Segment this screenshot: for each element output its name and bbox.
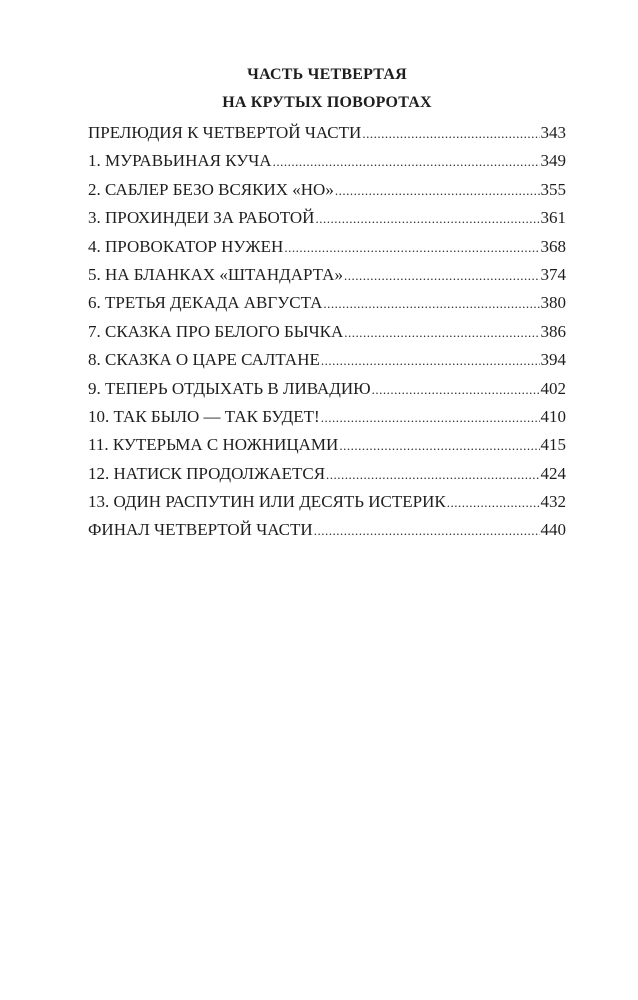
toc-entry-title: 11. КУТЕРЬМА С НОЖНИЦАМИ — [88, 435, 339, 455]
dot-leader — [314, 520, 540, 540]
toc-entry-page: 394 — [540, 350, 566, 370]
toc-entry-title: 9. ТЕПЕРЬ ОТДЫХАТЬ В ЛИВАДИЮ — [88, 378, 371, 398]
dot-leader — [321, 350, 540, 370]
toc-entry-title: ПРЕЛЮДИЯ К ЧЕТВЕРТОЙ ЧАСТИ — [88, 123, 362, 142]
toc-entry — [88, 407, 566, 435]
toc-entry — [88, 151, 566, 179]
toc-entry — [88, 435, 566, 463]
toc-entry — [88, 350, 566, 378]
dot-leader — [323, 293, 539, 313]
dot-leader — [372, 379, 540, 399]
toc-entry — [88, 180, 566, 208]
toc-entry-page: 440 — [540, 520, 566, 540]
table-of-contents — [88, 123, 566, 549]
toc-entry-title: 8. СКАЗКА О ЦАРЕ САЛТАНЕ — [88, 350, 320, 370]
toc-entry — [88, 379, 566, 407]
toc-entry-title: 5. НА БЛАНКАХ «ШТАНДАРТА» — [88, 264, 343, 284]
toc-entry — [88, 293, 566, 321]
dot-leader — [344, 265, 540, 285]
toc-entry — [88, 123, 566, 151]
dot-leader — [321, 407, 540, 427]
toc-entry — [88, 265, 566, 293]
toc-entry-page: 415 — [540, 435, 566, 455]
toc-entry-page: 343 — [540, 123, 566, 142]
toc-entry — [88, 237, 566, 265]
toc-entry-page: 386 — [540, 321, 566, 341]
toc-entry — [88, 322, 566, 350]
toc-entry-page: 402 — [540, 378, 566, 398]
dot-leader — [362, 123, 539, 143]
toc-entry-page: 380 — [540, 293, 566, 313]
toc-entry-page: 361 — [540, 208, 566, 228]
dot-leader — [339, 435, 539, 455]
toc-entry-page: 349 — [540, 151, 566, 171]
toc-entry-title: 1. МУРАВЬИНАЯ КУЧА — [88, 151, 272, 171]
toc-entry-page: 368 — [540, 236, 566, 256]
toc-entry — [88, 520, 566, 548]
toc-entry-page: 355 — [540, 179, 566, 199]
dot-leader — [344, 322, 539, 342]
toc-entry-page: 424 — [540, 463, 566, 483]
toc-entry-title: 4. ПРОВОКАТОР НУЖЕН — [88, 236, 284, 256]
toc-entry — [88, 464, 566, 492]
toc-entry — [88, 492, 566, 520]
dot-leader — [284, 237, 539, 257]
toc-entry-page: 374 — [540, 264, 566, 284]
dot-leader — [447, 492, 540, 512]
toc-entry-title: 3. ПРОХИНДЕИ ЗА РАБОТОЙ — [88, 208, 315, 228]
toc-entry-title: 13. ОДИН РАСПУТИН ИЛИ ДЕСЯТЬ ИСТЕРИК — [88, 492, 446, 512]
dot-leader — [326, 464, 539, 484]
toc-entry-title: 10. ТАК БЫЛО — ТАК БУДЕТ! — [88, 406, 320, 426]
dot-leader — [273, 151, 540, 171]
toc-entry-page: 410 — [540, 406, 566, 426]
toc-entry-title: ФИНАЛ ЧЕТВЕРТОЙ ЧАСТИ — [88, 520, 313, 540]
toc-entry-title: 7. СКАЗКА ПРО БЕЛОГО БЫЧКА — [88, 321, 344, 341]
toc-entry-page: 432 — [540, 492, 566, 512]
toc-entry-title: 2. САБЛЕР БЕЗО ВСЯКИХ «НО» — [88, 179, 334, 199]
toc-entry-title: 6. ТРЕТЬЯ ДЕКАДА АВГУСТА — [88, 293, 323, 313]
toc-entry-title: 12. НАТИСК ПРОДОЛЖАЕТСЯ — [88, 463, 326, 483]
toc-entry — [88, 208, 566, 236]
dot-leader — [335, 180, 540, 200]
part-subtitle: НА КРУТЫХ ПОВОРОТАХ — [222, 94, 432, 111]
dot-leader — [315, 208, 539, 228]
part-title: ЧАСТЬ ЧЕТВЕРТАЯ — [247, 66, 407, 83]
